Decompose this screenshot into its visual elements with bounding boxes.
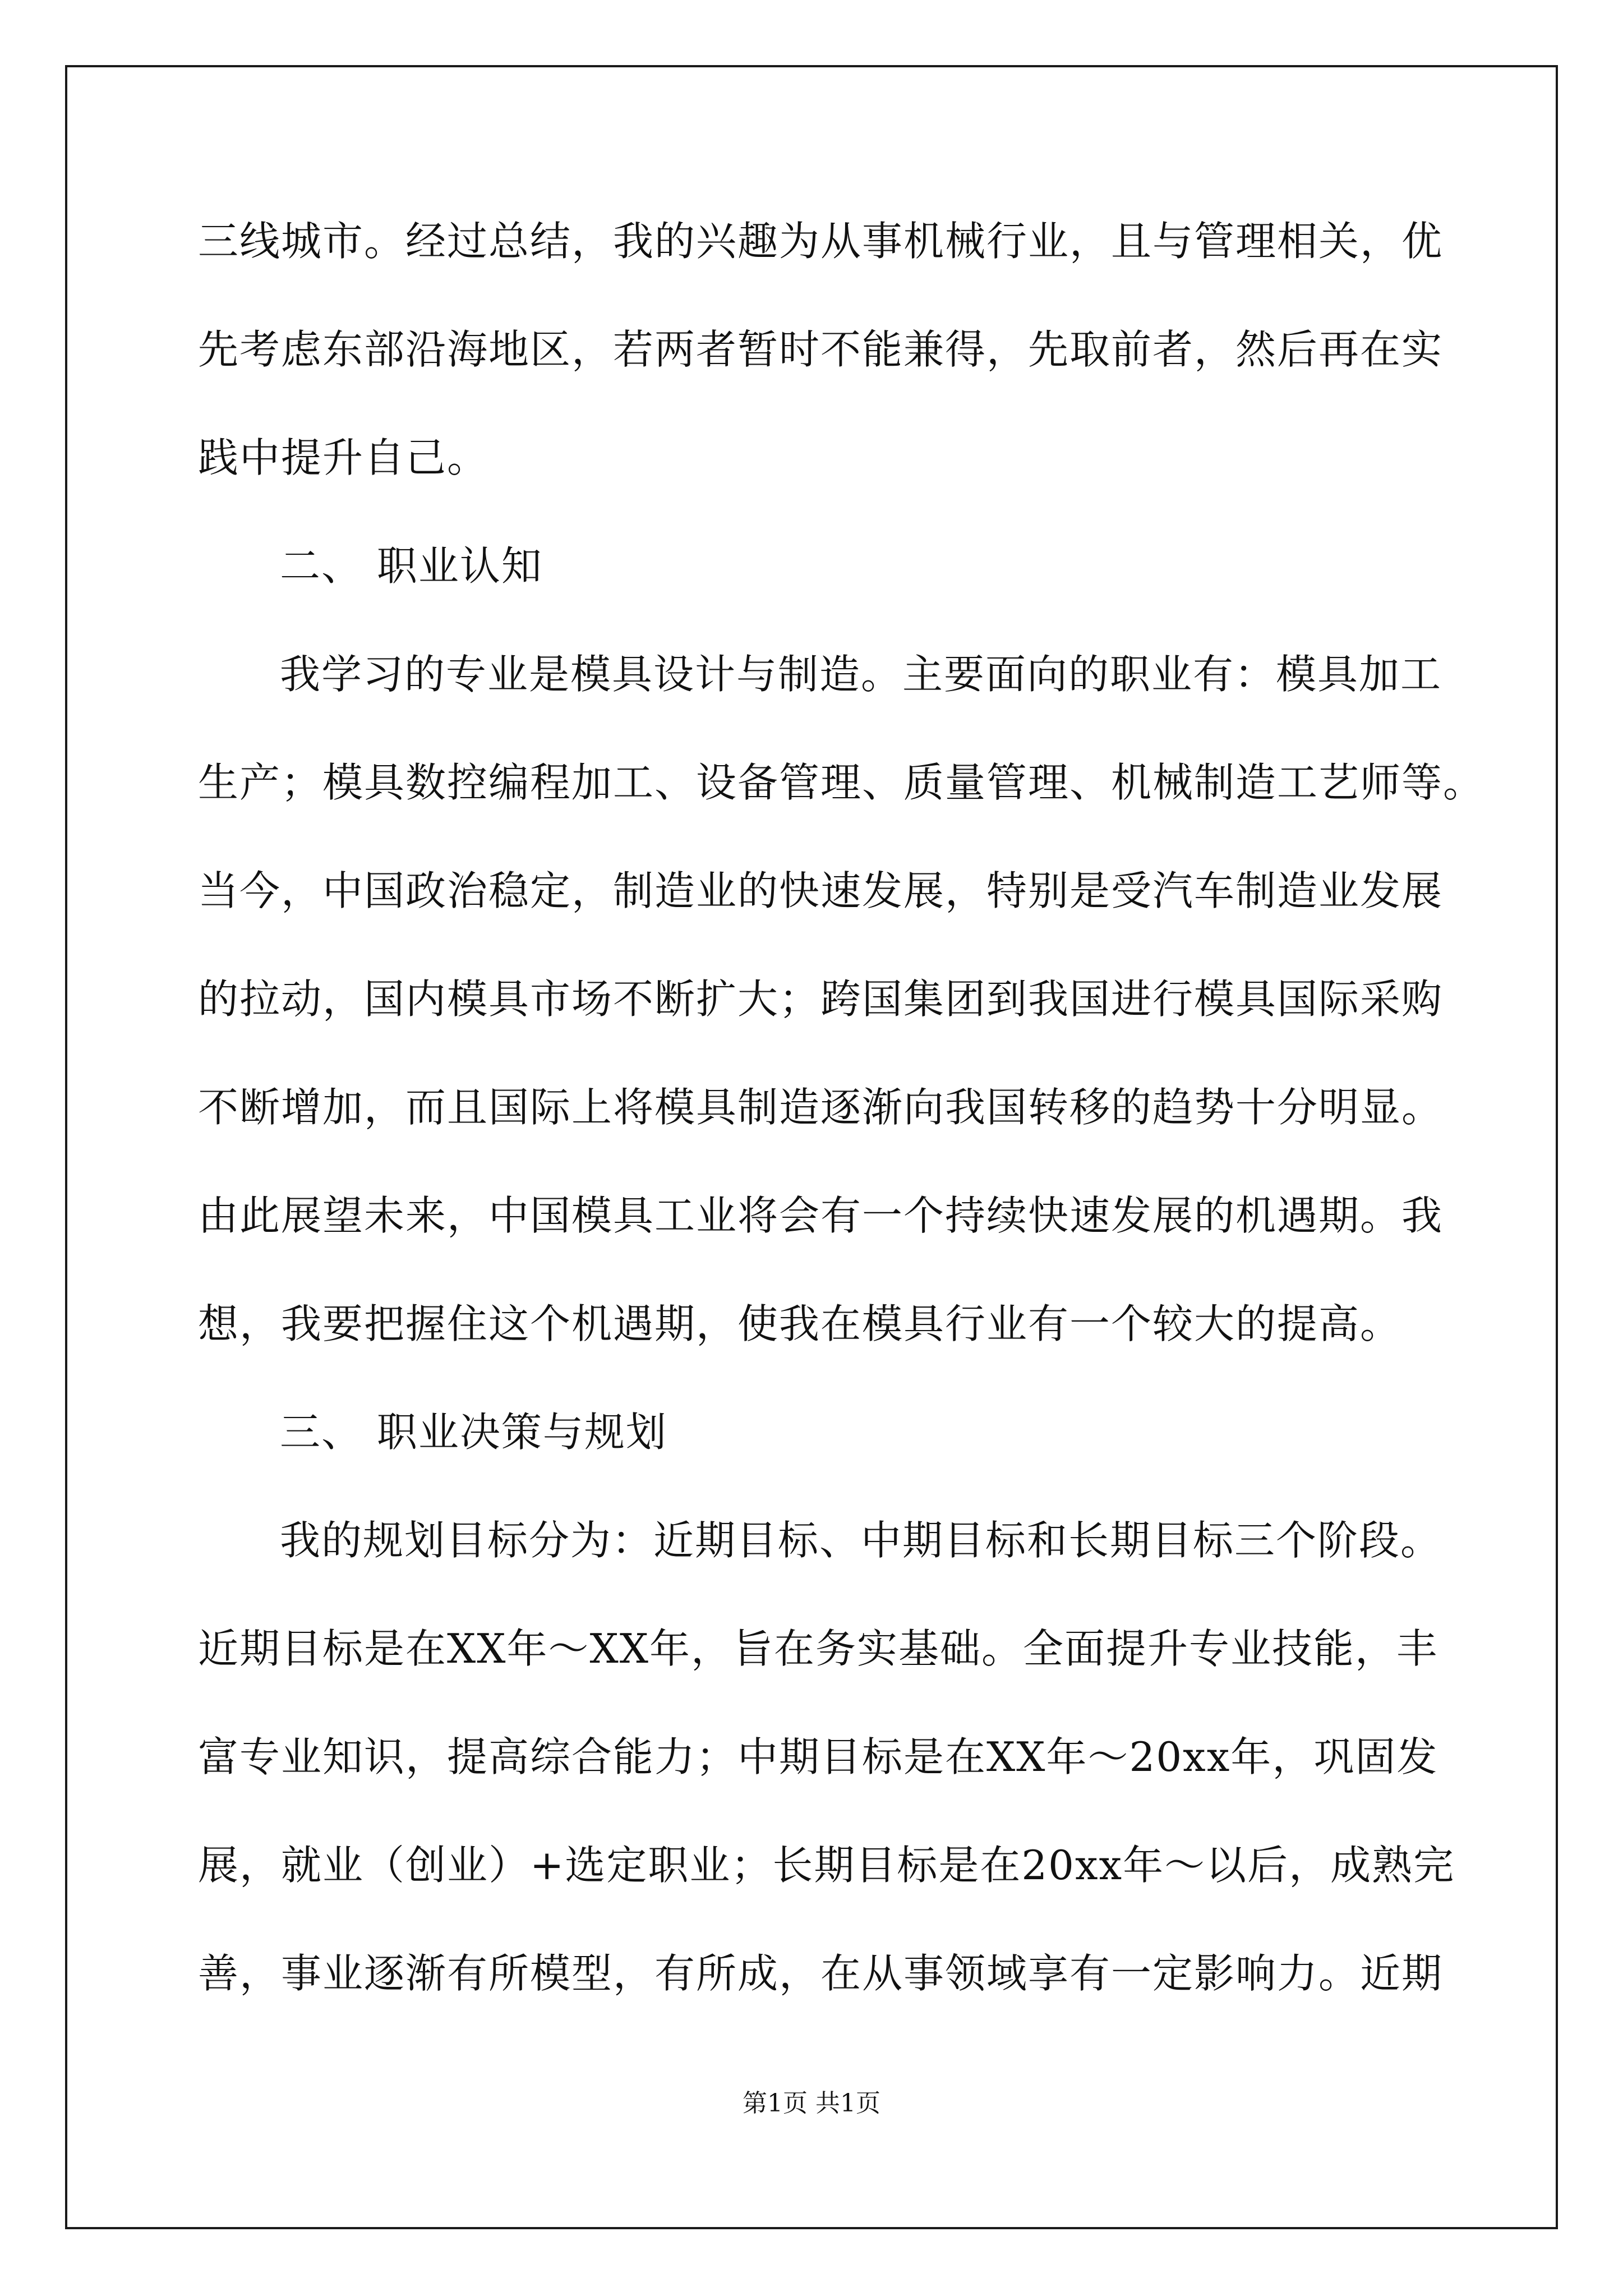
text-line: 的拉动，国内模具市场不断扩大；跨国集团到我国进行模具国际采购 [198, 976, 1444, 1023]
text-line: 富专业知识，提高综合能力；中期目标是在XX年～20xx年，巩固发 [198, 1733, 1438, 1780]
text-line: 不断增加，而且国际上将模具制造逐渐向我国转移的趋势十分明显。 [198, 1084, 1444, 1131]
page-border [65, 65, 1558, 2229]
text-line: 近期目标是在XX年～XX年，旨在务实基础。全面提升专业技能，丰 [198, 1625, 1438, 1672]
text-line: 想，我要把握住这个机遇期，使我在模具行业有一个较大的提高。 [198, 1300, 1402, 1347]
text-line: 展，就业（创业）+选定职业；长期目标是在20xx年～以后，成熟完 [198, 1842, 1455, 1889]
paragraph-first-line: 我学习的专业是模具设计与制造。主要面向的职业有：模具加工 [280, 651, 1442, 698]
text-line: 生产；模具数控编程加工、设备管理、质量管理、机械制造工艺师等。 [198, 759, 1485, 806]
text-line: 践中提升自己。 [198, 434, 489, 481]
section-heading: 三、 职业决策与规划 [280, 1409, 667, 1456]
paragraph-first-line: 我的规划目标分为：近期目标、中期目标和长期目标三个阶段。 [280, 1517, 1442, 1564]
text-line: 先考虑东部沿海地区，若两者暂时不能兼得，先取前者，然后再在实 [198, 326, 1444, 373]
page-number-footer: 第1页 共1页 [743, 2089, 880, 2118]
section-heading: 二、 职业认知 [280, 542, 543, 590]
text-line: 由此展望未来，中国模具工业将会有一个持续快速发展的机遇期。我 [198, 1192, 1444, 1239]
text-line: 善，事业逐渐有所模型，有所成，在从事领域享有一定影响力。近期 [198, 1950, 1444, 1997]
text-line: 三线城市。经过总结，我的兴趣为从事机械行业，且与管理相关，优 [198, 218, 1444, 265]
text-line: 当今，中国政治稳定，制造业的快速发展，特别是受汽车制造业发展 [198, 867, 1444, 914]
